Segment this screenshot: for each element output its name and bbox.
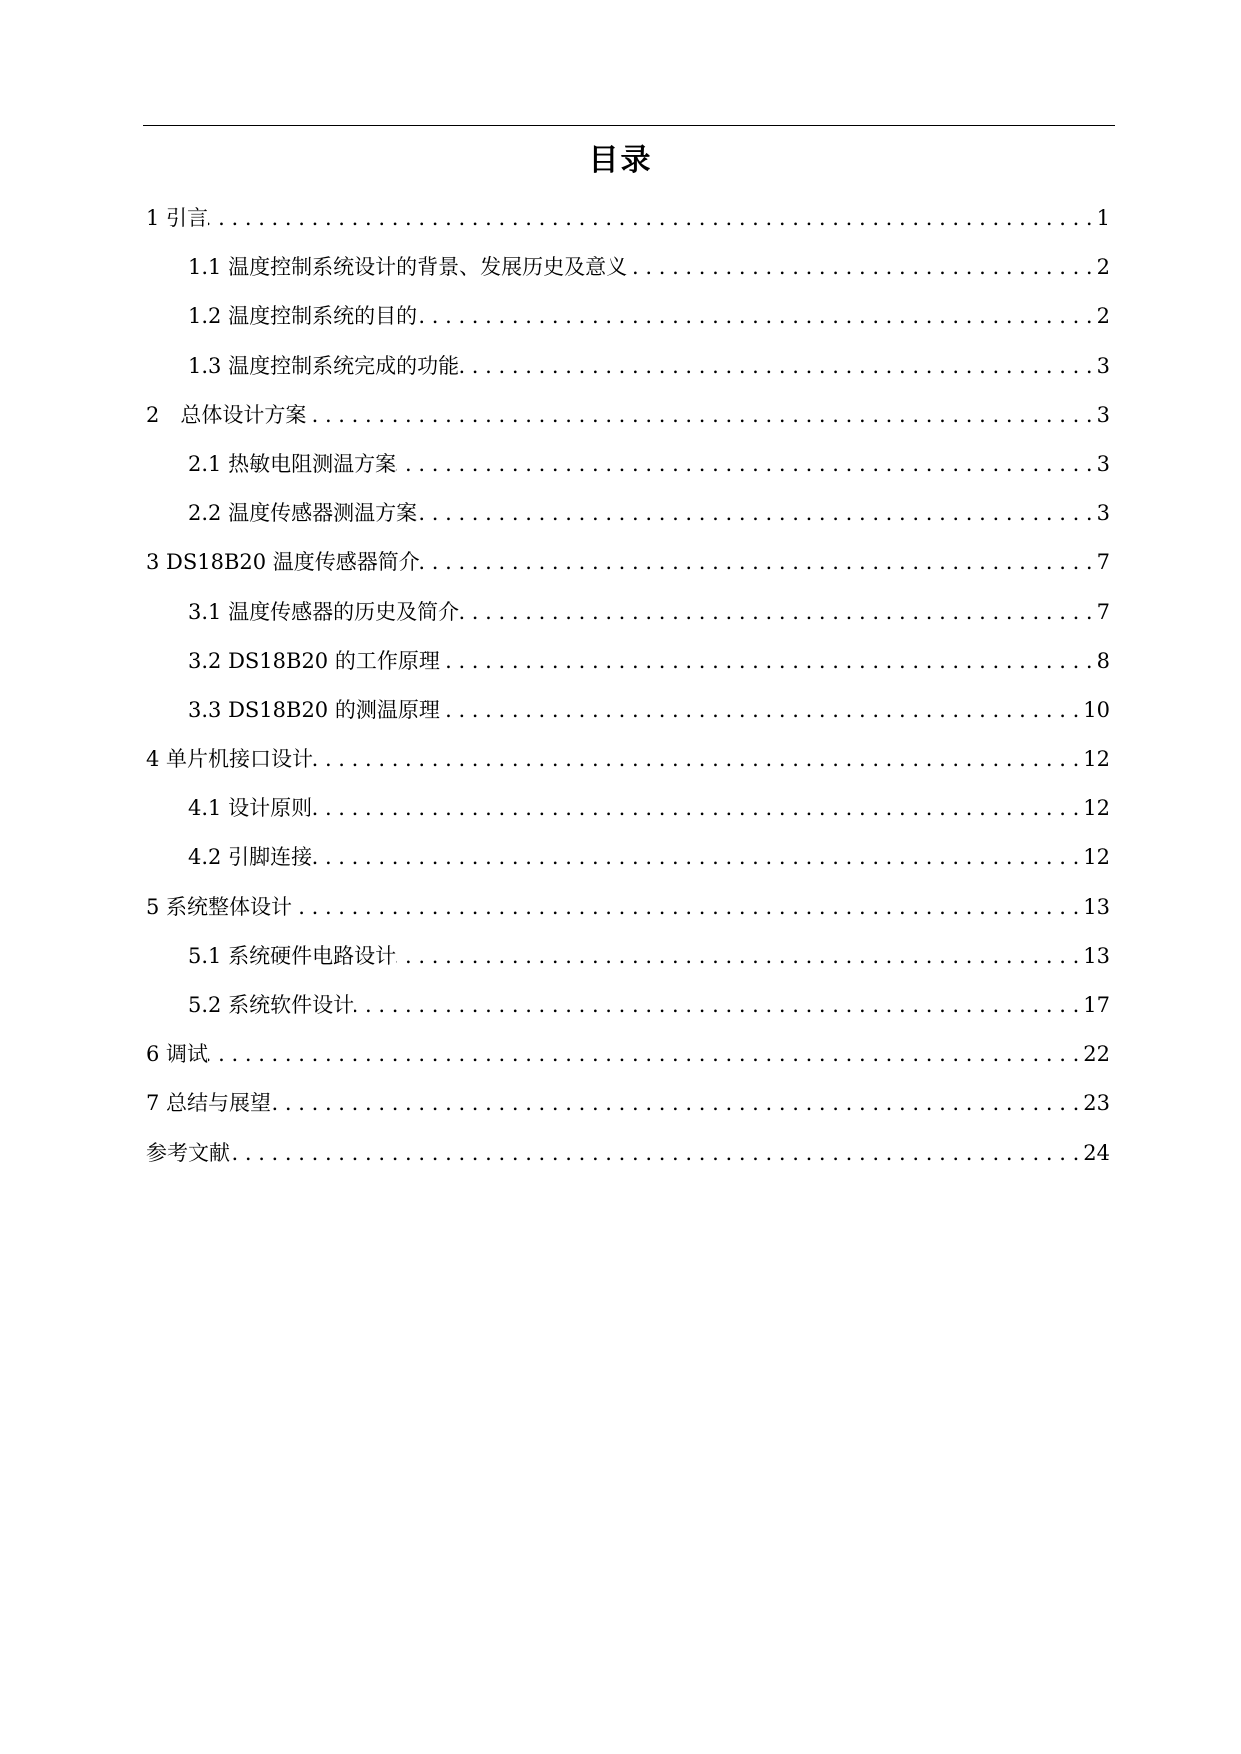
toc-entry-label: 5.1 系统硬件电路设计 <box>188 943 397 968</box>
toc-entry[interactable] <box>146 735 1110 784</box>
toc-entry-label: 2.1 热敏电阻测温方案 <box>188 451 397 476</box>
toc-dot-leader <box>208 194 1097 243</box>
toc-dot-leader <box>459 588 1097 637</box>
toc-page-number: 2 <box>1096 304 1110 329</box>
toc-entry[interactable] <box>146 342 1110 391</box>
toc-dot-leader <box>271 1079 1083 1128</box>
toc-page-number: 3 <box>1096 402 1110 427</box>
toc-entry-label: 5.2 系统软件设计 <box>188 993 355 1017</box>
toc-entry-label: 3.3 DS18B20 的测温原理 <box>188 697 440 722</box>
toc-dot-leader <box>440 686 1083 735</box>
toc-entry-label: 参考文献 <box>146 1140 230 1165</box>
toc-dot-leader <box>396 440 1097 489</box>
toc-entry[interactable] <box>146 194 1110 243</box>
toc-entry[interactable] <box>146 1129 1110 1178</box>
toc-entry[interactable] <box>146 538 1110 587</box>
toc-entry-label: 3.2 DS18B20 的工作原理 <box>188 648 440 673</box>
toc-dot-leader <box>306 391 1096 440</box>
toc-page-number: 3 <box>1096 501 1110 526</box>
toc-entry-label: 1.2 温度控制系统的目的 <box>188 304 418 329</box>
toc-entry-label: 2.2 温度传感器测温方案 <box>188 501 418 526</box>
toc-dot-leader <box>230 1129 1083 1178</box>
toc-dot-leader <box>417 489 1097 538</box>
toc-dot-leader <box>396 932 1083 981</box>
table-of-contents <box>146 194 1110 1178</box>
toc-entry[interactable] <box>146 637 1110 686</box>
toc-dot-leader <box>627 243 1097 292</box>
toc-entry-label: 4 单片机接口设计 <box>146 747 314 772</box>
toc-page-number: 24 <box>1083 1140 1110 1165</box>
toc-entry[interactable] <box>146 932 1110 981</box>
toc-page-number: 23 <box>1083 1091 1110 1116</box>
toc-page-number: 22 <box>1083 1042 1110 1067</box>
toc-dot-leader <box>208 1030 1083 1079</box>
page-title: 目录 <box>588 143 653 178</box>
toc-page-number: 7 <box>1096 599 1110 624</box>
toc-dot-leader <box>312 833 1083 882</box>
toc-dot-leader <box>313 735 1083 784</box>
toc-page-number: 12 <box>1083 747 1110 772</box>
toc-entry-label: 5 系统整体设计 <box>146 894 293 919</box>
toc-entry-label: 1.1 温度控制系统设计的背景、发展历史及意义 <box>188 255 628 280</box>
toc-entry[interactable] <box>146 784 1110 833</box>
toc-entry-label: 7 总结与展望 <box>146 1091 272 1116</box>
toc-entry[interactable] <box>146 883 1110 932</box>
toc-dot-leader <box>417 292 1097 341</box>
toc-entry[interactable] <box>146 292 1110 341</box>
toc-page-number: 12 <box>1083 796 1110 821</box>
toc-page-number: 7 <box>1096 550 1110 575</box>
toc-entry-label: 1.3 温度控制系统完成的功能 <box>188 353 460 378</box>
toc-entry[interactable] <box>146 588 1110 637</box>
toc-entry[interactable] <box>146 981 1110 1030</box>
toc-entry[interactable] <box>146 833 1110 882</box>
toc-page-number: 8 <box>1096 648 1110 673</box>
toc-dot-leader <box>292 883 1083 932</box>
toc-page-number: 13 <box>1083 894 1110 919</box>
toc-page-number: 1 <box>1096 206 1110 230</box>
toc-entry-label: 4.1 设计原则 <box>188 796 313 821</box>
toc-page-number: 3 <box>1096 353 1110 378</box>
toc-page-number: 13 <box>1083 943 1110 968</box>
toc-dot-leader <box>354 981 1083 1030</box>
toc-page-number: 12 <box>1083 845 1110 870</box>
toc-dot-leader <box>440 637 1097 686</box>
toc-dot-leader <box>459 342 1097 391</box>
toc-entry-label: 6 调试 <box>146 1042 209 1067</box>
toc-dot-leader <box>420 538 1097 587</box>
toc-dot-leader <box>312 784 1083 833</box>
toc-entry[interactable] <box>146 243 1110 292</box>
toc-entry-label: 4.2 引脚连接 <box>188 845 313 870</box>
toc-entry-label: 3.1 温度传感器的历史及简介 <box>188 599 460 624</box>
toc-entry-label: 1 引言 <box>146 206 209 230</box>
toc-entry[interactable] <box>146 1030 1110 1079</box>
toc-page-number: 3 <box>1096 451 1110 476</box>
toc-page-number: 17 <box>1083 993 1110 1017</box>
toc-entry[interactable] <box>146 489 1110 538</box>
toc-entry[interactable] <box>146 1079 1110 1128</box>
toc-entry[interactable] <box>146 391 1110 440</box>
header-rule <box>143 125 1115 126</box>
toc-page-number: 10 <box>1083 697 1110 722</box>
toc-entry-label: 2 总体设计方案 <box>146 402 307 427</box>
toc-entry[interactable] <box>146 440 1110 489</box>
toc-entry-label: 3 DS18B20 温度传感器简介 <box>146 550 420 575</box>
toc-page-number: 2 <box>1096 255 1110 280</box>
toc-entry[interactable] <box>146 686 1110 735</box>
